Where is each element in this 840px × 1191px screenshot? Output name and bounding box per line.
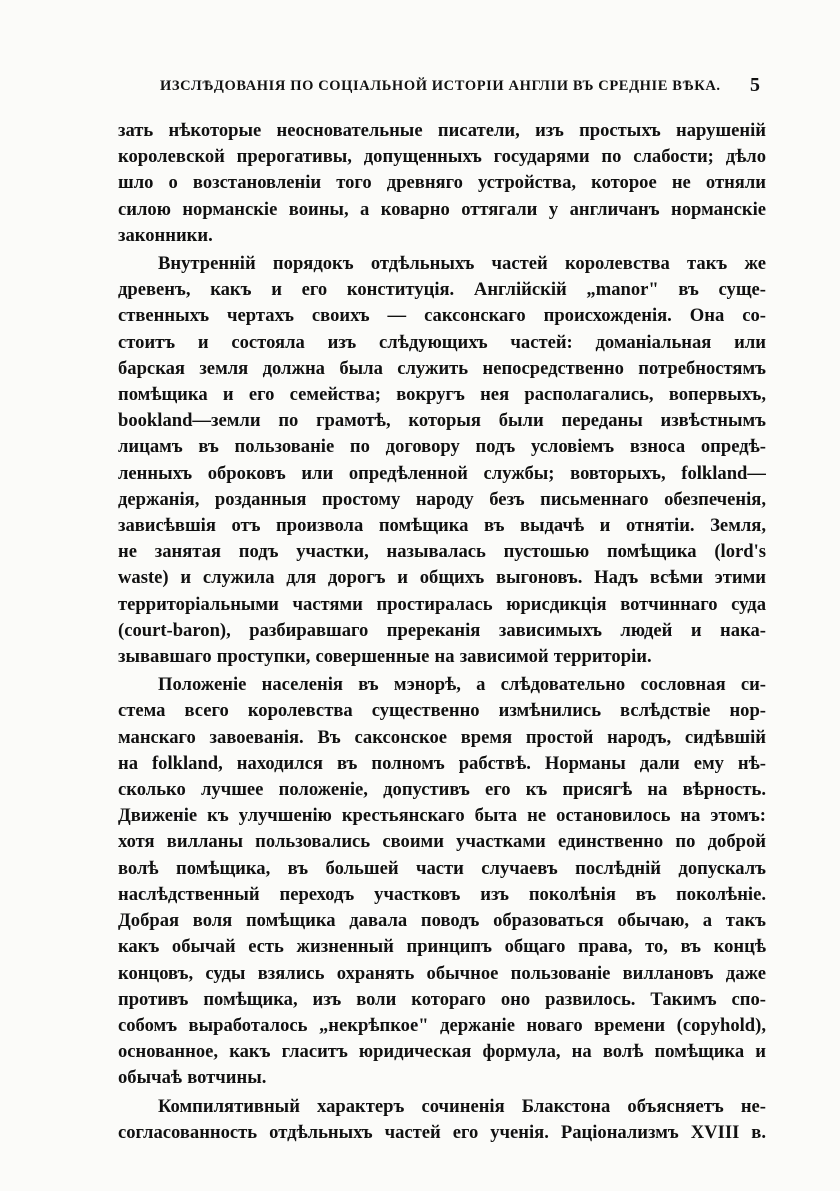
- text-line: помѣщика и его семейства; вокругъ нея располагались, вопервыхъ,: [118, 384, 766, 406]
- text-line: обычаѣ вотчины.: [118, 1067, 267, 1089]
- text-line: лицамъ въ пользованіе по договору подъ условіемъ взноса опредѣ-: [118, 436, 766, 458]
- paragraph-continued: [118, 118, 766, 249]
- text-line: собомъ выработалось „некрѣпкое" держаніе новаго времени (copyhold),: [118, 1014, 766, 1036]
- text-line: bookland—земли по грамотѣ, которыя были переданы извѣстнымъ: [118, 410, 766, 432]
- text-line: ленныхъ оброковъ или опредѣленной службы; вовторыхъ, folkland—: [118, 462, 766, 484]
- text-line: манскаго завоеванія. Въ саксонское время простой народъ, сидѣвшій: [118, 726, 766, 748]
- text-line: ственныхъ чертахъ своихъ — саксонскаго происхожденія. Она со-: [118, 305, 766, 327]
- text-line: Положеніе населенія въ мэнорѣ, а слѣдовательно сословная си-: [158, 674, 766, 696]
- text-line: держанія, розданныя простому народу безъ письменнаго обезпеченія,: [118, 488, 766, 510]
- text-line: сколько лучшее положеніе, допустивъ его къ присягѣ на вѣрность.: [118, 779, 766, 801]
- text-line: Внутренній порядокъ отдѣльныхъ частей королевства такъ же: [158, 253, 766, 275]
- text-line: королевской прерогативы, допущенныхъ государями по слабости; дѣло: [118, 146, 766, 168]
- body-text: [118, 118, 766, 1148]
- text-line: законники.: [118, 224, 213, 246]
- text-line: шло о возстановленіи того древняго устройства, которое не отняли: [118, 172, 766, 194]
- running-title: ИЗСЛѢДОВАНІЯ ПО СОЦІАЛЬНОЙ ИСТОРІИ АНГЛІИ ВЪ СРЕДНІЕ ВѢКА.: [160, 78, 721, 94]
- text-line: стоитъ и состояла изъ слѣдующихъ частей: доманіальная или: [118, 331, 766, 353]
- paragraph-population: [118, 672, 766, 1091]
- text-line: зать нѣкоторые неосновательные писатели, изъ простыхъ нарушеній: [118, 120, 766, 141]
- text-line: Движеніе къ улучшенію крестьянскаго быта не остановилось на этомъ:: [118, 805, 766, 827]
- running-head: [120, 74, 760, 102]
- text-line: стема всего королевства существенно измѣнились вслѣдствіе нор-: [118, 700, 766, 722]
- text-line: барская земля должна была служить непосредственно потребностямъ: [118, 357, 766, 379]
- text-line: древенъ, какъ и его конституція. Англійскій „manor" въ суще-: [118, 279, 766, 301]
- text-line: зависѣвшія отъ произвола помѣщика въ выдачѣ и отнятіи. Земля,: [118, 515, 766, 537]
- text-line: waste) и служила для дорогъ и общихъ выгоновъ. Надъ всѣми этими: [118, 567, 766, 589]
- text-line: согласованность отдѣльныхъ частей его ученія. Раціонализмъ XVIII в.: [118, 1121, 766, 1143]
- text-line: зывавшаго проступки, совершенные на зависимой территоріи.: [118, 646, 652, 668]
- text-line: территоріальными частями простиралась юрисдикція вотчиннаго суда: [118, 593, 766, 615]
- text-line: какъ обычай есть жизненный принципъ общаго права, то, въ концѣ: [118, 936, 766, 958]
- page-number: 5: [750, 74, 760, 96]
- text-line: противъ помѣщика, изъ воли котораго оно развилось. Такимъ спо-: [118, 988, 766, 1010]
- text-line: силою норманскіе воины, а коварно оттягали у англичанъ норманскіе: [118, 198, 766, 220]
- text-line: волѣ помѣщика, въ большей части случаевъ послѣдній допускалъ: [118, 857, 766, 879]
- text-line: хотя вилланы пользовались своими участками единственно по доброй: [118, 831, 766, 853]
- text-line: (court-baron), разбиравшаго пререканія зависимыхъ людей и нака-: [118, 619, 766, 641]
- text-line: концовъ, суды взялись охранять обычное пользованіе виллановъ даже: [118, 962, 766, 984]
- text-line: Добрая воля помѣщика давала поводъ образоваться обычаю, а такъ: [118, 910, 766, 932]
- paragraph-blackstone: [118, 1094, 766, 1146]
- text-line: Компилятивный характеръ сочиненія Блакстона объясняетъ не-: [158, 1095, 766, 1117]
- paragraph-manor: [118, 251, 766, 670]
- text-line: основанное, какъ гласитъ юридическая формула, на волѣ помѣщика и: [118, 1041, 766, 1063]
- text-line: на folkland, находился въ полномъ рабствѣ. Норманы дали ему нѣ-: [118, 752, 766, 774]
- text-line: наслѣдственный переходъ участковъ изъ поколѣнія въ поколѣніе.: [118, 883, 766, 905]
- text-line: не занятая подъ участки, называлась пустошью помѣщика (lord's: [118, 541, 766, 563]
